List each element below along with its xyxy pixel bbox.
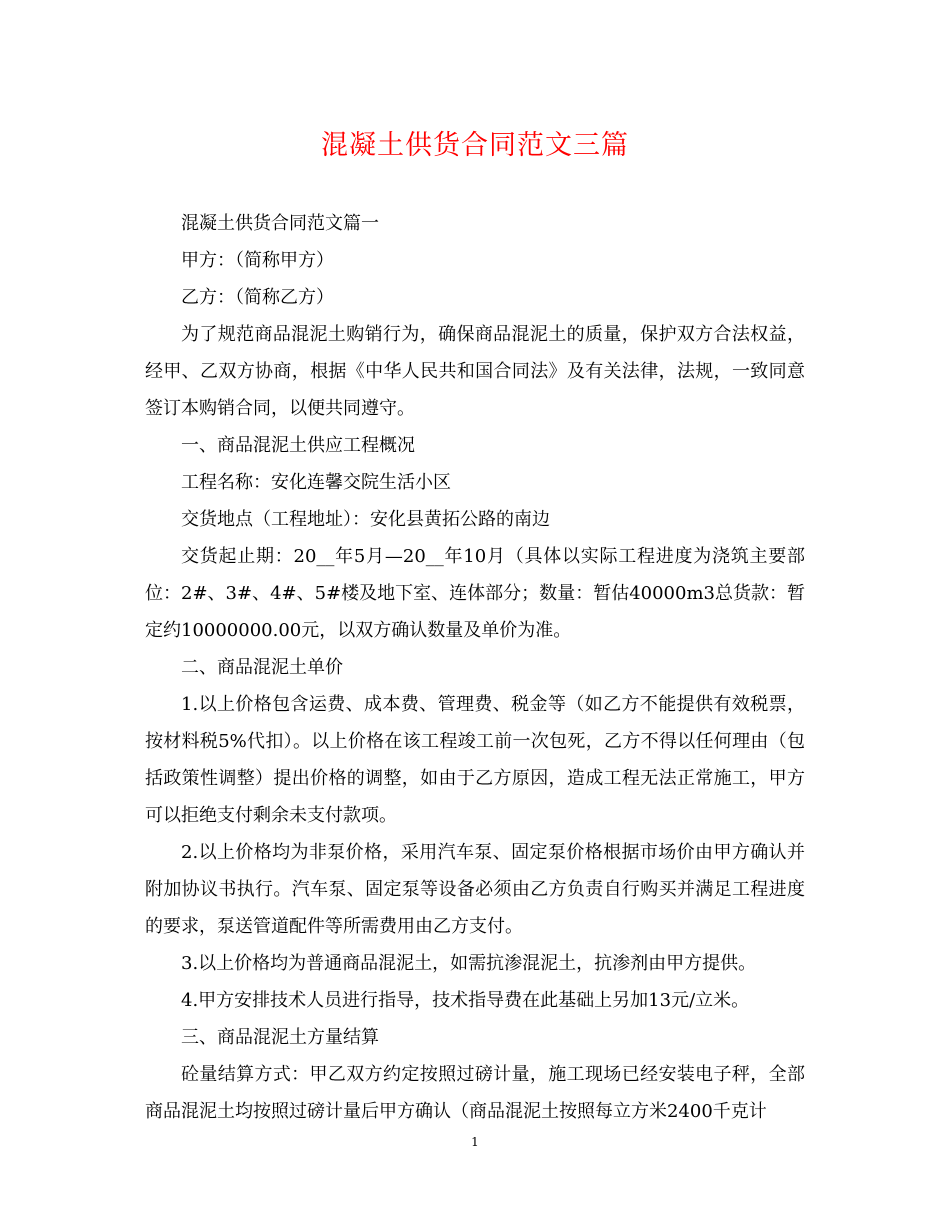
document-title: 混凝土供货合同范文三篇	[321, 130, 629, 161]
section-heading-1: 一、商品混泥土供应工程概况	[181, 435, 415, 456]
preamble-paragraph: 为了规范商品混泥土购销行为，确保商品混泥土的质量，保护双方合法权益，经甲、乙双方协商，根据《中华人民共和国合同法》及有关法律，法规，一致同意签订本购销合同，以便共同遵守。	[145, 324, 805, 419]
project-name-line: 工程名称：安化连馨交院生活小区	[181, 472, 451, 493]
section-heading-3: 三、商品混泥土方量结算	[181, 1027, 379, 1048]
party-a-line: 甲方：（简称甲方）	[181, 250, 334, 271]
price-clause-2: 2.以上价格均为非泵价格，采用汽车泵、固定泵价格根据市场价由甲方确认并附加协议书执行。汽车泵、固定泵等设备必须由乙方负责自行购买并满足工程进度的要求，泵送管道配件等所需费用由乙方支付。	[145, 842, 805, 937]
section-heading-part-one: 混凝土供货合同范文篇一	[181, 213, 379, 234]
price-clause-4: 4.甲方安排技术人员进行指导，技术指导费在此基础上另加13元/立米。	[181, 990, 750, 1011]
page-number: 1	[471, 1135, 479, 1149]
delivery-period-paragraph: 交货起止期：20__年5月—20__年10月（具体以实际工程进度为浇筑主要部位：2#、3#、4#、5#楼及地下室、连体部分；数量：暂估40000m3总货款：暂定约10000000.00元，以双方确认数量及单价为准。	[145, 546, 805, 641]
price-clause-1: 1.以上价格包含运费、成本费、管理费、税金等（如乙方不能提供有效税票，按材料税5%代扣）。以上价格在该工程竣工前一次包死，乙方不得以任何理由（包括政策性调整）提出价格的调整，如由于乙方原因，造成工程无法正常施工，甲方可以拒绝支付剩余未支付款项。	[145, 694, 805, 826]
price-clause-3: 3.以上价格均为普通商品混泥土，如需抗渗混泥土，抗渗剂由甲方提供。	[181, 953, 757, 974]
party-b-line: 乙方：（简称乙方）	[181, 287, 334, 308]
section-heading-2: 二、商品混泥土单价	[181, 657, 343, 678]
delivery-location-line: 交货地点（工程地址）：安化县黄拓公路的南边	[181, 509, 550, 530]
document-body	[145, 205, 805, 1130]
settlement-paragraph: 砼量结算方式：甲乙双方约定按照过磅计量，施工现场已经安装电子秤，全部商品混泥土均按照过磅计量后甲方确认（商品混泥土按照每立方米2400千克计	[145, 1064, 805, 1122]
